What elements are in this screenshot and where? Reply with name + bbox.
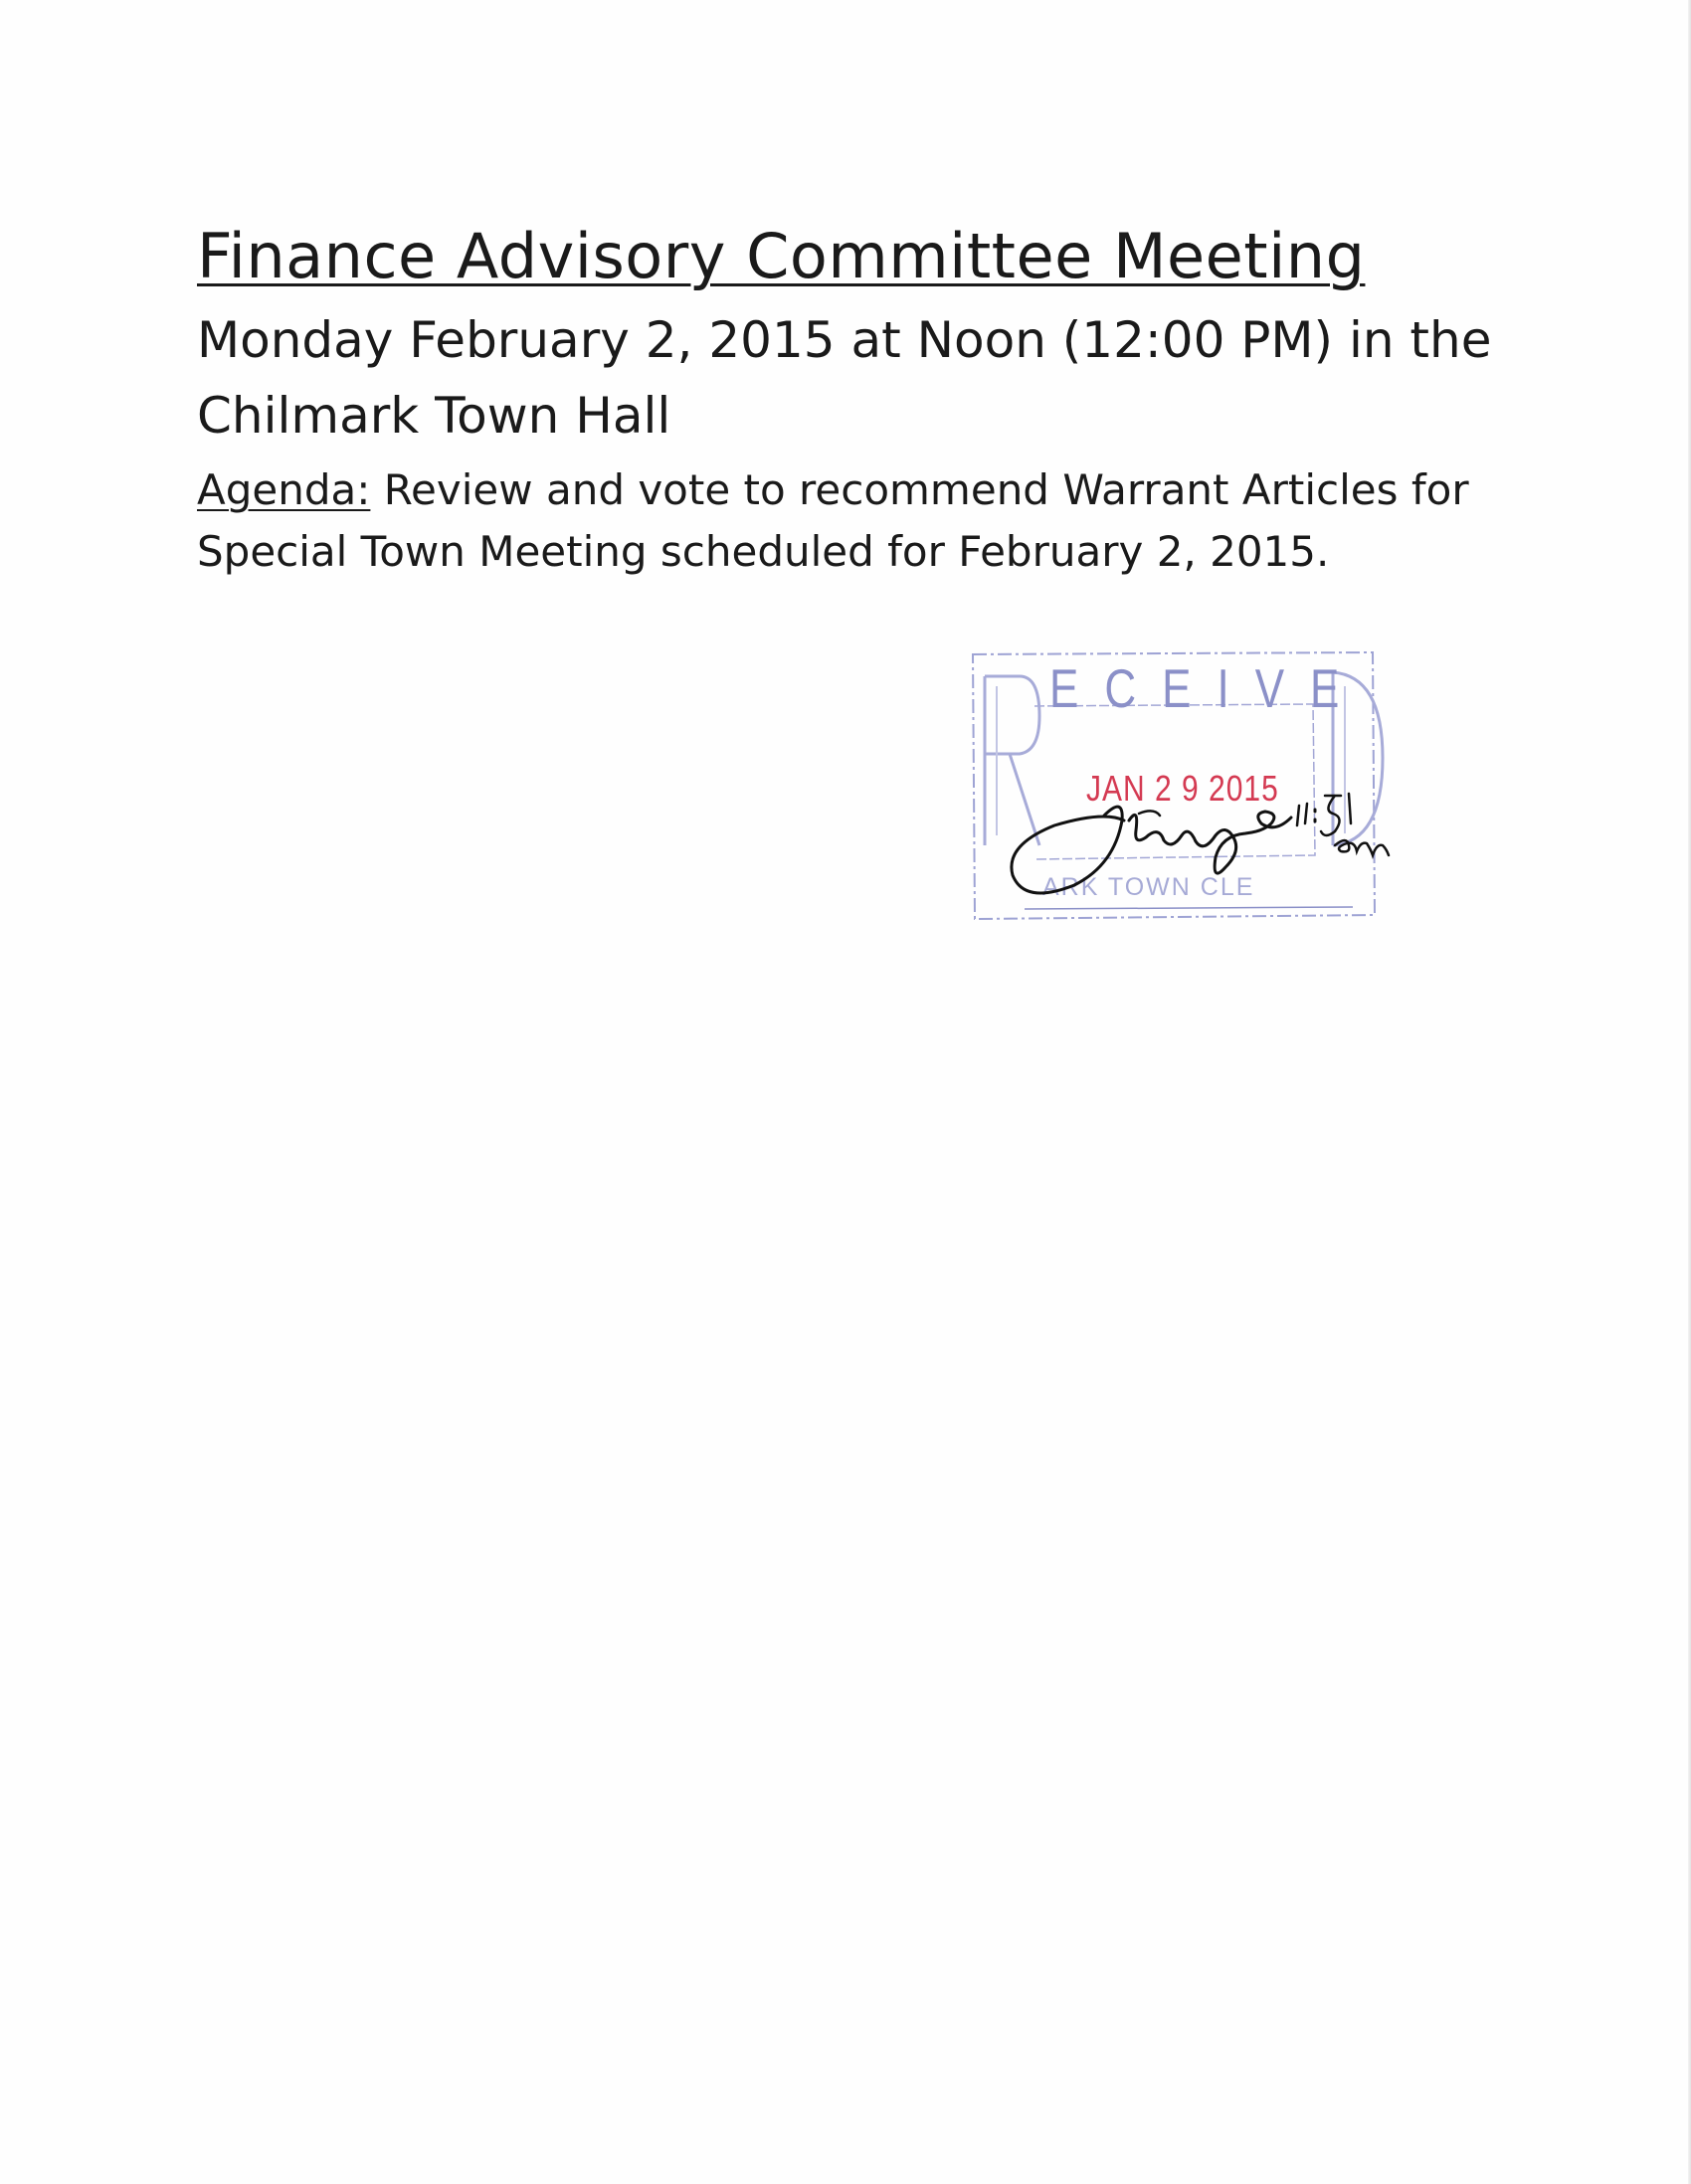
handwritten-signature (965, 646, 1393, 935)
agenda-text: Review and vote to recommend Warrant Articles for Special Town Meeting scheduled for February 2, 2015. (197, 465, 1469, 576)
meeting-datetime-location: Monday February 2, 2015 at Noon (12:00 PM) in the Chilmark Town Hall (197, 311, 1492, 445)
agenda-paragraph (197, 459, 1490, 583)
meeting-title: Finance Advisory Committee Meeting (197, 220, 1366, 292)
stamp-received-text: ECEIVE (1049, 658, 1366, 720)
stamp-date: JAN 2 9 2015 (1086, 770, 1279, 810)
received-stamp (965, 646, 1393, 935)
agenda-label: Agenda: (197, 465, 371, 514)
stamp-office-text: ARK TOWN CLE (1042, 873, 1255, 901)
notice-body (197, 217, 1520, 583)
